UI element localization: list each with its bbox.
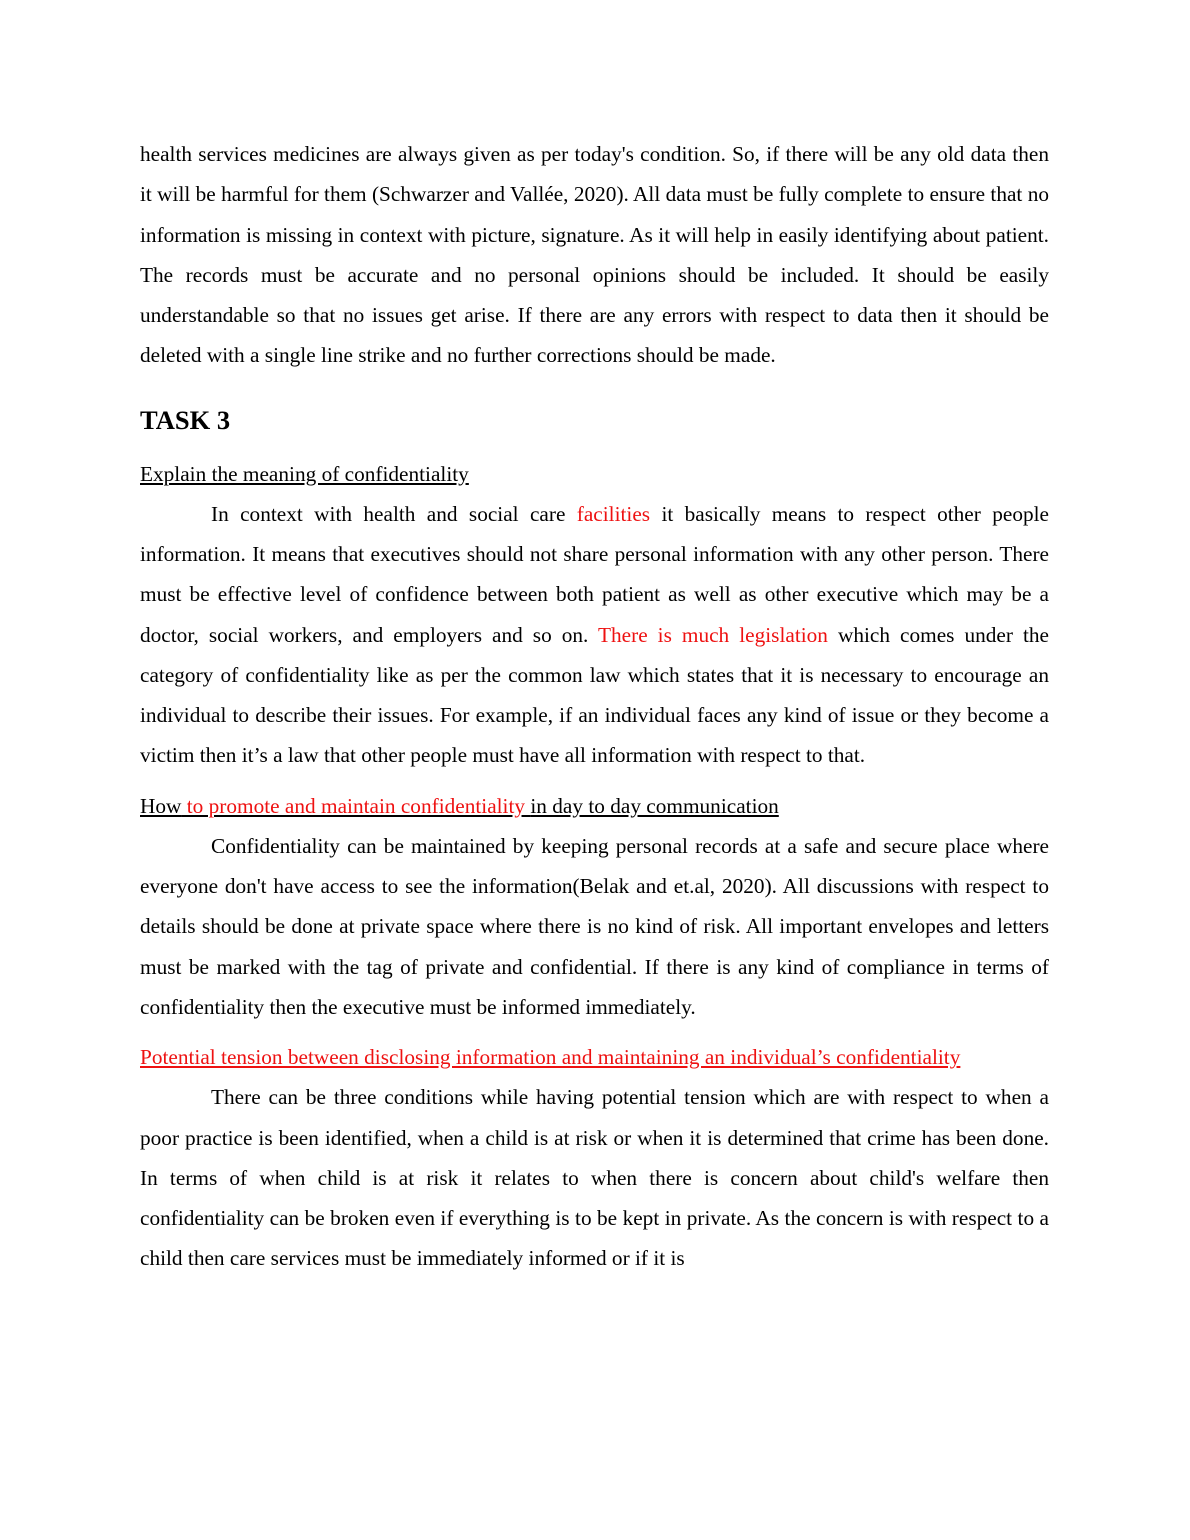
heading-run: How xyxy=(140,793,182,818)
text-run: it basically means to respect other people information. It means that executives should not share personal information with any other person. There must be effective level of confidence between both patient as well as other executive which may be a doctor, social workers, and employers and so on. xyxy=(140,501,1049,647)
text-run: In context with health and social care xyxy=(211,501,577,526)
text-run: which comes under the category of confidentiality like as per the common law which states that it is necessary to encourage an individual to describe their issues. For example, if an individual faces any kind of issue or they become a victim then it’s a law that other people must have all information with respect to that. xyxy=(140,622,1049,768)
section-heading-meaning-confidentiality: Explain the meaning of confidentiality xyxy=(140,461,469,486)
heading-run: in day to day communication xyxy=(530,793,779,818)
document-page xyxy=(140,134,1049,1279)
paragraph-meaning-confidentiality xyxy=(140,494,1049,776)
highlighted-heading-run: to promote and maintain confidentiality xyxy=(181,793,531,818)
paragraph-promote-confidentiality: Confidentiality can be maintained by keeping personal records at a safe and secure place where everyone don't have access to see the information(Belak and et.al, 2020). All discussions with respect to details should be done at private space where there is no kind of risk. All important envelopes and letters must be marked with the tag of private and confidential. If there is any kind of compliance in terms of confidentiality then the executive must be informed immediately. xyxy=(140,833,1049,1019)
paragraph-potential-tension: There can be three conditions while having potential tension which are with respect to when a poor practice is been identified, when a child is at risk or when it is determined that crime has been done. In terms of when child is at risk it relates to when there is concern about child's welfare then confidentiality can be broken even if everything is to be kept in private. As the concern is with respect to a child then care services must be immediately informed or if it is xyxy=(140,1085,1049,1271)
paragraph-data-accuracy: health services medicines are always given as per today's condition. So, if there will be any old data then it will be harmful for them (Schwarzer and Vallée, 2020). All data must be fully complete to ensure that no information is missing in context with picture, signature. As it will help in easily identifying about patient. The records must be accurate and no personal opinions should be included. It should be easily understandable so that no issues get arise. If there are any errors with respect to data then it should be deleted with a single line strike and no further corrections should be made. xyxy=(140,142,1049,368)
section-heading-promote-confidentiality xyxy=(140,786,1049,826)
section-heading-potential-tension: Potential tension between disclosing information and maintaining an individual’s confidentiality xyxy=(140,1045,961,1069)
task-heading: TASK 3 xyxy=(140,404,231,435)
highlighted-text: facilities xyxy=(576,501,651,526)
highlighted-text: There is much legislation xyxy=(598,622,828,647)
